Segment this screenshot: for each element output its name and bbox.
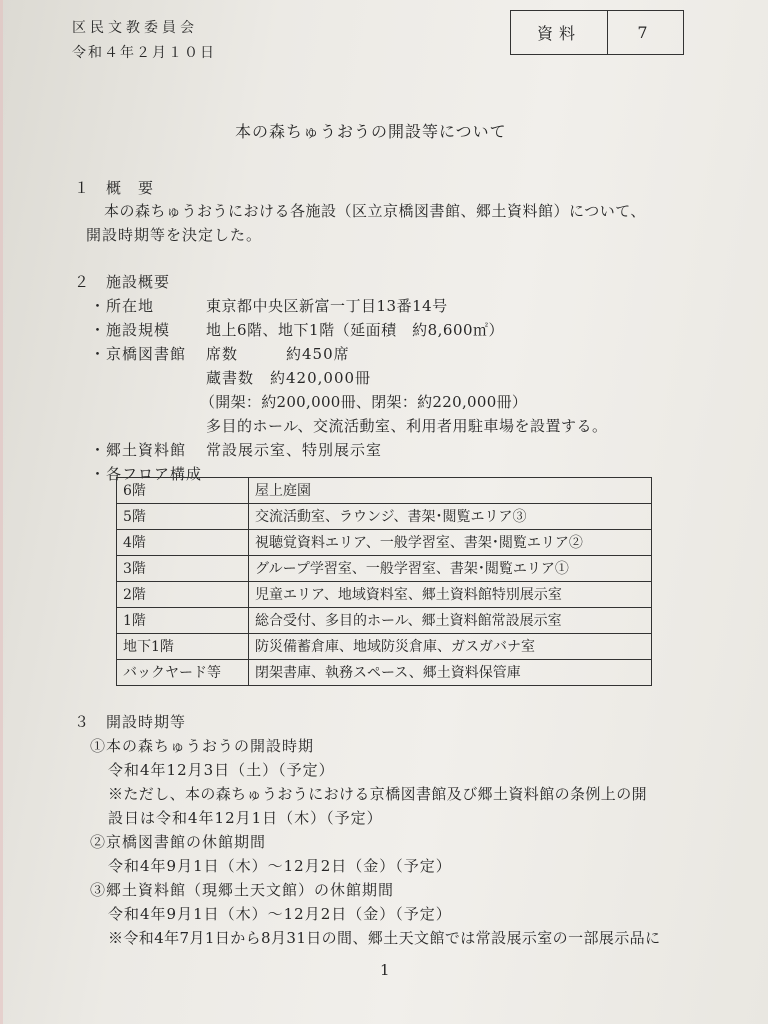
floor-cell: 3階 bbox=[117, 556, 249, 582]
table-row bbox=[117, 608, 652, 634]
item1-note-line1: ※ただし、本の森ちゅうおうにおける京橋図書館及び郷土資料館の条例上の開 bbox=[108, 785, 648, 803]
location-value: 東京都中央区新富一丁目13番14号 bbox=[206, 297, 448, 315]
scale-label: ・施設規模 bbox=[90, 321, 171, 339]
floor-content-cell: 防災備蓄倉庫、地域防災倉庫、ガスガバナ室 bbox=[249, 634, 652, 660]
section1-body-line2: 開設時期等を決定した。 bbox=[86, 226, 263, 244]
floor-cell: 5階 bbox=[117, 504, 249, 530]
table-row bbox=[117, 582, 652, 608]
floor-cell: 2階 bbox=[117, 582, 249, 608]
section1-heading: １ 概 要 bbox=[74, 179, 155, 197]
item3-date: 令和4年9月1日（木）～12月2日（金）（予定） bbox=[108, 905, 452, 923]
floor-content-cell: グループ学習室、一般学習室、書架･閲覧エリア① bbox=[249, 556, 652, 582]
floor-table bbox=[116, 477, 652, 686]
floor-cell: 1階 bbox=[117, 608, 249, 634]
table-row bbox=[117, 478, 652, 504]
item1-note-line2: 設日は令和4年12月1日（木）（予定） bbox=[108, 809, 383, 827]
scale-value: 地上6階、地下1階（延面積 約8,600㎡） bbox=[206, 321, 505, 339]
section1-body-line1: 本の森ちゅうおうにおける各施設（区立京橋図書館、郷土資料館）について、 bbox=[104, 202, 646, 220]
document-badge bbox=[510, 10, 684, 55]
document-title: 本の森ちゅうおうの開設等について bbox=[235, 122, 507, 141]
badge-label: 資料 bbox=[511, 11, 608, 54]
library-seats: 席数 約450席 bbox=[206, 345, 350, 363]
item1-title: ①本の森ちゅうおうの開設時期 bbox=[90, 737, 315, 755]
page-edge bbox=[0, 0, 3, 1024]
floor-content-cell: 交流活動室、ラウンジ、書架･閲覧エリア③ bbox=[249, 504, 652, 530]
location-label: ・所在地 bbox=[90, 297, 155, 315]
table-row bbox=[117, 556, 652, 582]
floor-content-cell: 閉架書庫、執務スペース、郷土資料保管庫 bbox=[249, 660, 652, 686]
section3-heading: ３ 開設時期等 bbox=[74, 713, 187, 731]
document-date: 令和４年２月１０日 bbox=[72, 45, 216, 61]
item3-note: ※令和4年7月1日から8月31日の間、郷土天文館では常設展示室の一部展示品に bbox=[108, 929, 661, 947]
item2-title: ②京橋図書館の休館期間 bbox=[90, 833, 267, 851]
committee-name: 区民文教委員会 bbox=[72, 20, 198, 36]
floor-cell: バックヤード等 bbox=[117, 660, 249, 686]
museum-value: 常設展示室、特別展示室 bbox=[206, 441, 383, 459]
library-books: 蔵書数 約420,000冊 bbox=[206, 369, 372, 387]
floor-content-cell: 児童エリア、地域資料室、郷土資料館特別展示室 bbox=[249, 582, 652, 608]
item1-date: 令和4年12月3日（土）（予定） bbox=[108, 761, 335, 779]
library-books-detail: （開架：約200,000冊、閉架：約220,000冊） bbox=[200, 393, 528, 411]
table-row bbox=[117, 504, 652, 530]
badge-number: 7 bbox=[637, 23, 654, 42]
floor-content-cell: 屋上庭園 bbox=[249, 478, 652, 504]
item2-date: 令和4年9月1日（木）～12月2日（金）（予定） bbox=[108, 857, 452, 875]
library-label: ・京橋図書館 bbox=[90, 345, 187, 363]
floor-content-cell: 視聴覚資料エリア、一般学習室、書架･閲覧エリア② bbox=[249, 530, 652, 556]
floor-cell: 6階 bbox=[117, 478, 249, 504]
floor-cell: 地下1階 bbox=[117, 634, 249, 660]
floor-content-cell: 総合受付、多目的ホール、郷土資料館常設展示室 bbox=[249, 608, 652, 634]
floors-label: ・各フロア構成 bbox=[90, 465, 203, 483]
library-note: 多目的ホール、交流活動室、利用者用駐車場を設置する。 bbox=[206, 417, 608, 435]
section2-heading: ２ 施設概要 bbox=[74, 273, 171, 291]
page-number: 1 bbox=[380, 961, 391, 979]
item3-title: ③郷土資料館（現郷土天文館）の休館期間 bbox=[90, 881, 395, 899]
floor-cell: 4階 bbox=[117, 530, 249, 556]
table-row bbox=[117, 530, 652, 556]
table-row bbox=[117, 634, 652, 660]
table-row bbox=[117, 660, 652, 686]
museum-label: ・郷土資料館 bbox=[90, 441, 187, 459]
